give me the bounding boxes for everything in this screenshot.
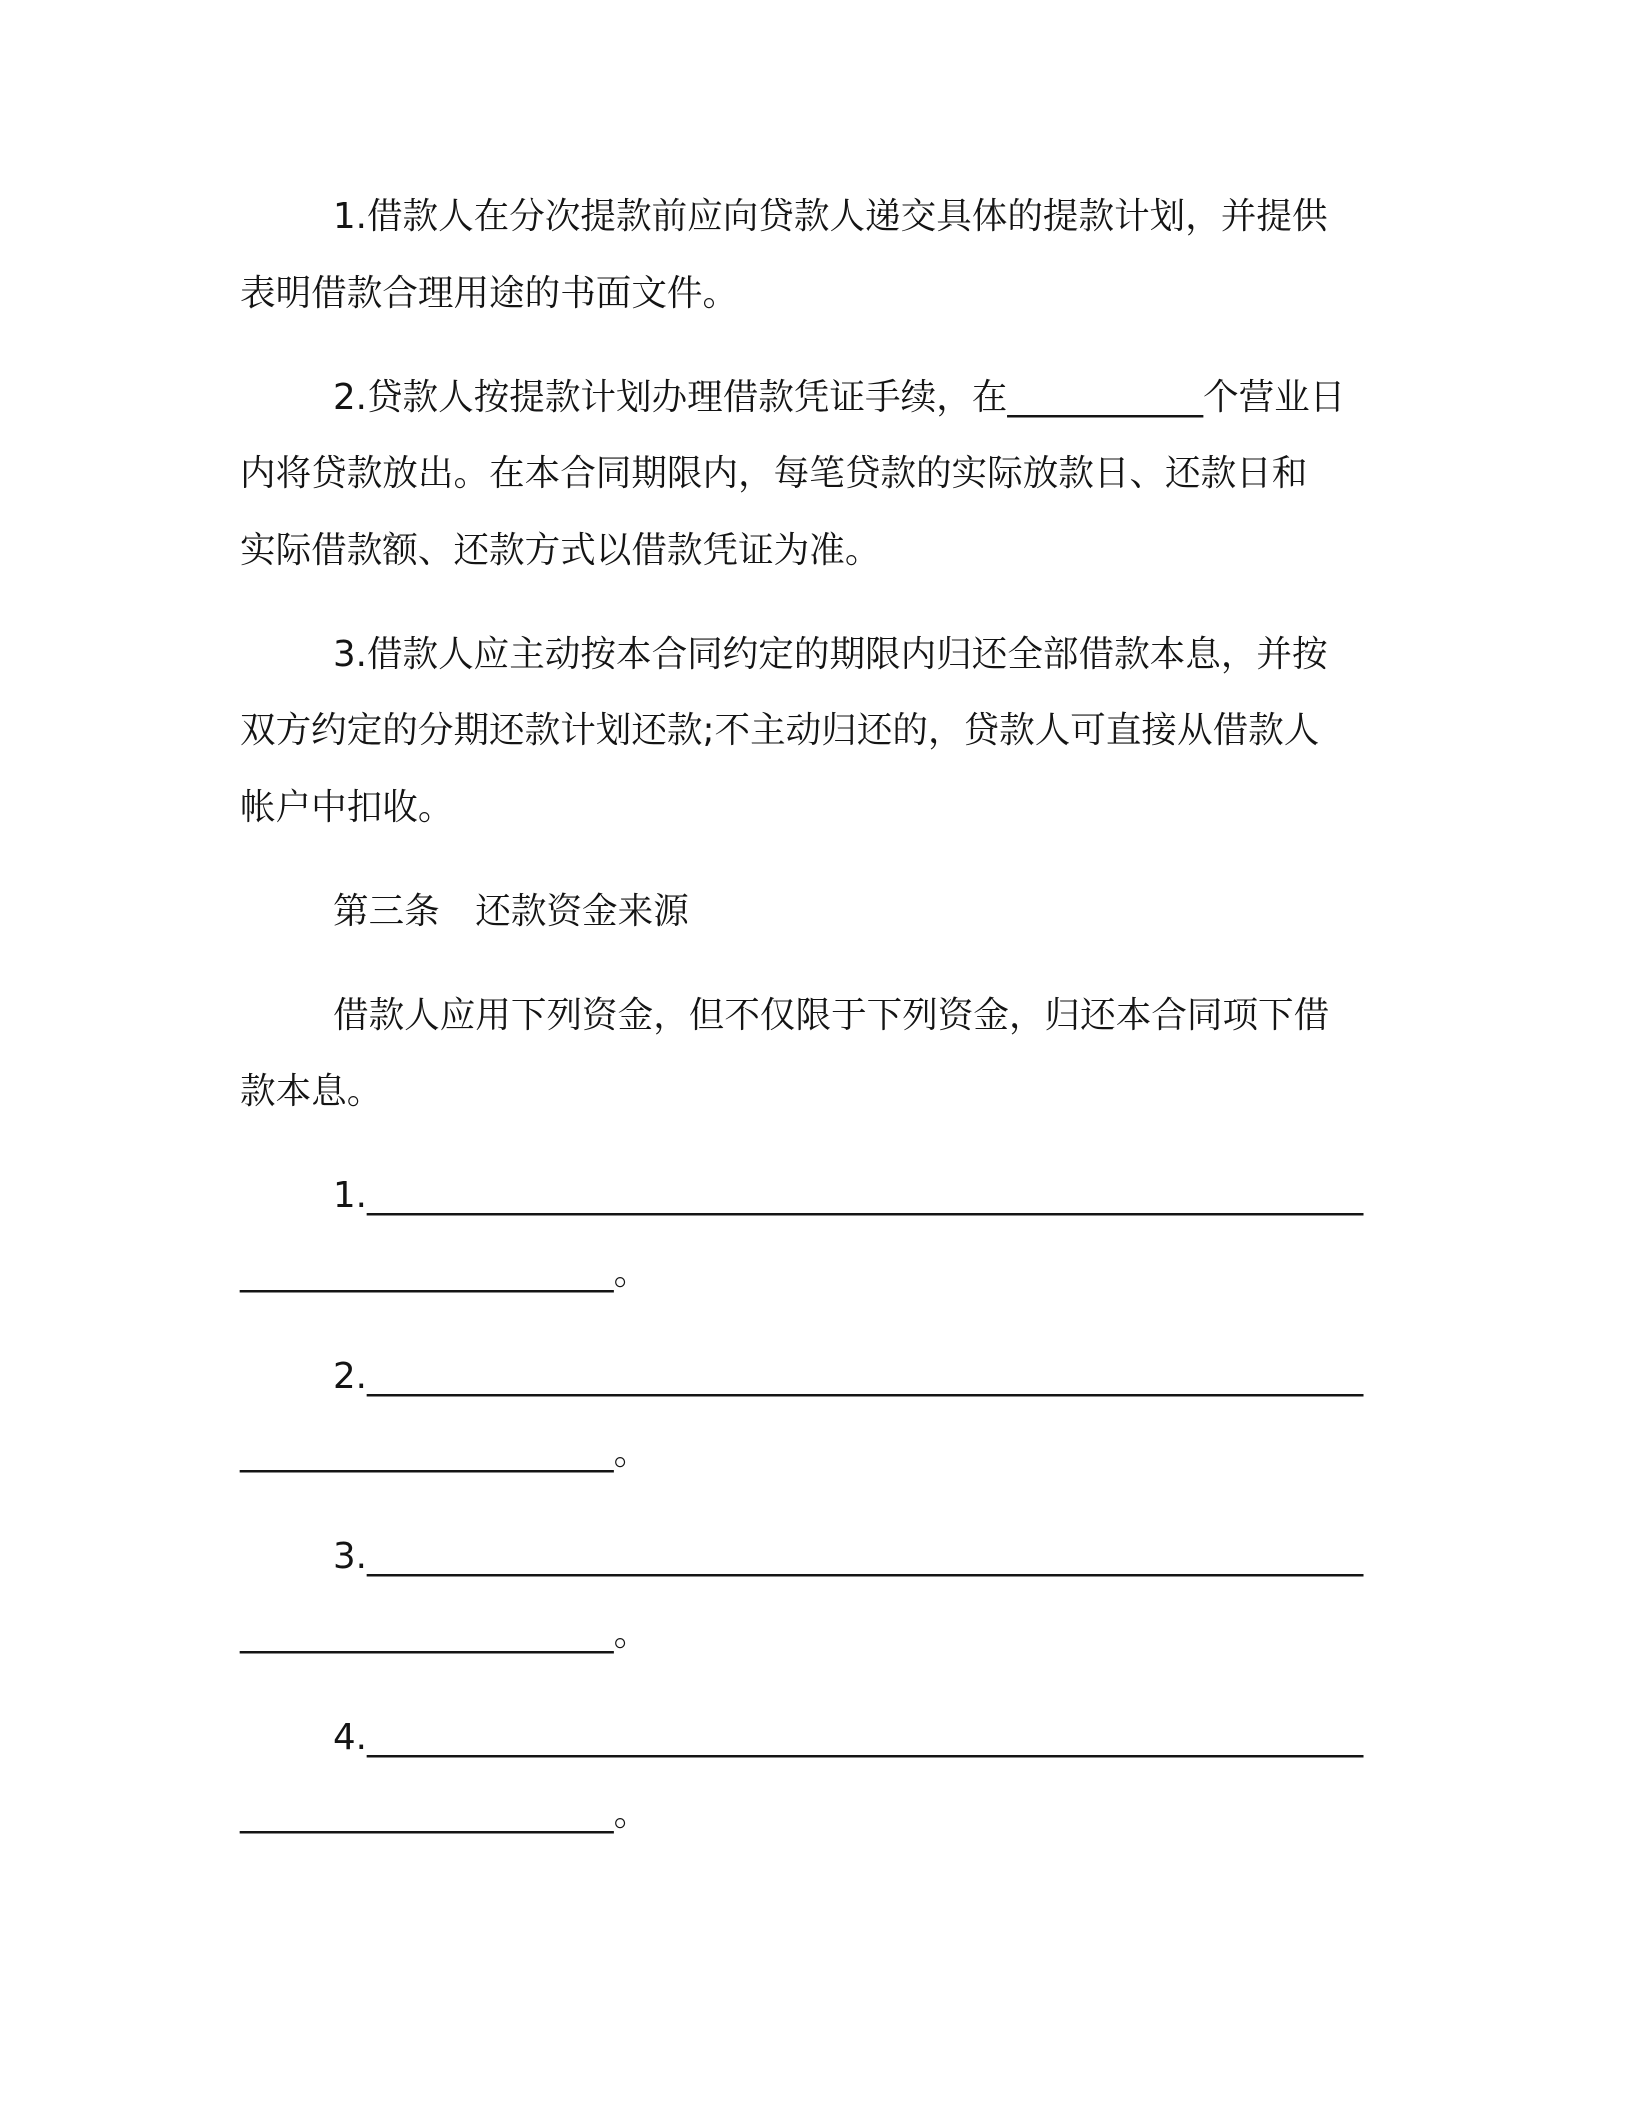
clause-3-line-1: 3.借款人应主动按本合同约定的期限内归还全部借款本息，并按 [333,633,1328,675]
clause-2-loan-release [240,360,1390,590]
fund-source-4-line-1: 4.________________________________________________________ [333,1716,1364,1758]
fund-source-2-blank [240,1339,1390,1492]
article-3-intro-line-2: 款本息。 [240,1071,383,1112]
fund-source-1-line-1: 1.________________________________________________________ [333,1175,1364,1216]
article-3-intro-line-1: 借款人应用下列资金，但不仅限于下列资金，归还本合同项下借 [333,994,1330,1036]
article-3-heading [240,874,1390,951]
clause-3-repayment [240,617,1390,847]
clause-2-line-2: 内将贷款放出。在本合同期限内，每笔贷款的实际放款日、还款日和 [240,453,1308,494]
fund-source-2-line-2: _____________________。 [240,1432,650,1473]
article-3-intro [240,978,1390,1131]
fund-source-3-blank [240,1519,1390,1672]
clause-2-line-3: 实际借款额、还款方式以借款凭证为准。 [240,529,881,571]
clause-3-line-3: 帐户中扣收。 [240,786,454,828]
document-body [240,179,1390,1880]
fund-source-3-line-2: _____________________。 [240,1612,650,1654]
clause-1-line-2: 表明借款合理用途的书面文件。 [240,272,739,314]
fund-source-3-line-1: 3.________________________________________________________ [333,1536,1364,1577]
fund-source-1-line-2: _____________________。 [240,1251,650,1293]
fund-source-4-blank [240,1700,1390,1853]
clause-3-line-2: 双方约定的分期还款计划还款;不主动归还的，贷款人可直接从借款人 [240,710,1320,751]
clause-2-line-1: 2.贷款人按提款计划办理借款凭证手续，在___________个营业日 [333,376,1346,418]
article-3-title: 第三条 还款资金来源 [333,890,689,932]
clause-1-line-1: 1.借款人在分次提款前应向贷款人递交具体的提款计划，并提供 [333,196,1328,237]
fund-source-2-line-1: 2.________________________________________________________ [333,1355,1364,1397]
fund-source-1-blank [240,1158,1390,1311]
fund-source-4-line-2: _____________________。 [240,1793,650,1834]
clause-1-drawdown-plan [240,179,1390,332]
